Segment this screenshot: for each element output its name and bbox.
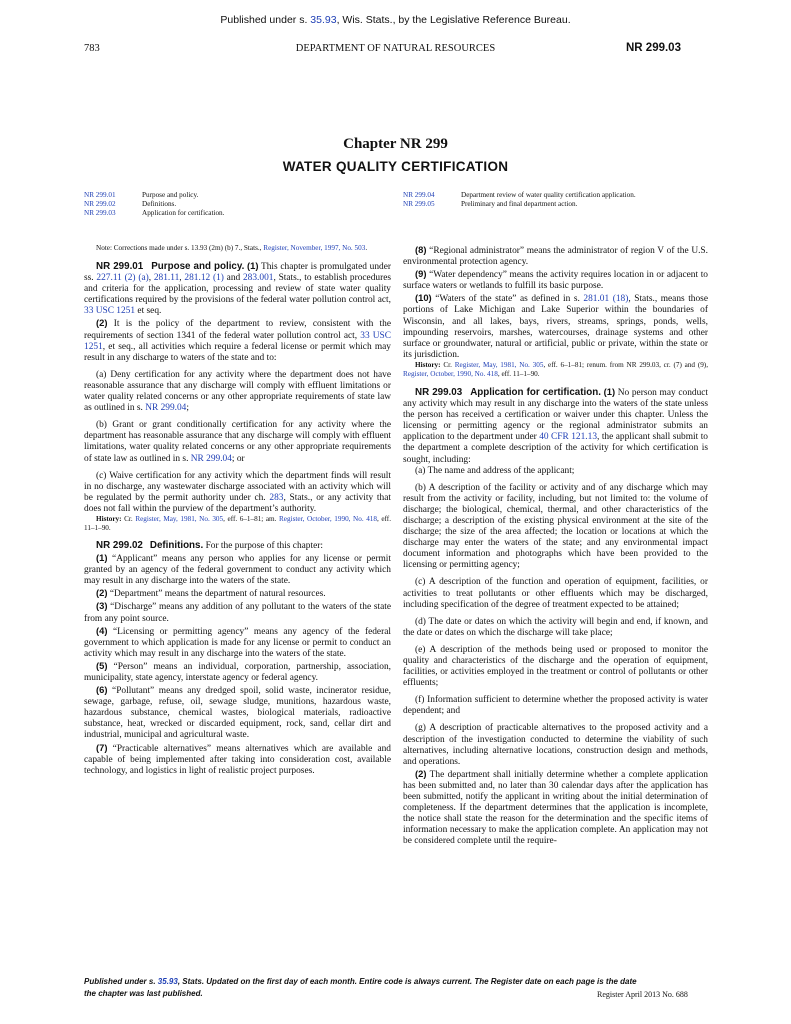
section-299-03: NR 299.03 Application for certification. (1) No person may conduct any activity which may result in any discharge into the waters of the state unless the person has received a certification or waiver under this chapter. Unless the licensing or permitting agency or the regional administrator submits an application to the department under 40 CFR 121.13, the applicant shall submit to the department a complete description of the activity for which certification is sought, including:: [403, 385, 709, 465]
register-link[interactable]: Register, May, 1981, No. 305: [454, 360, 544, 369]
toc-link[interactable]: NR 299.05: [403, 200, 435, 208]
definition: (3) “Discharge” means any addition of any pollutant to the waters of the state from any point source.: [84, 600, 391, 624]
paragraph: (2) The department shall initially determine whether a complete application has been submitted and, no later than 30 calendar days after the application has been submitted, notify the applicant in writing about the initial determination of completeness. If the department determines that the application is incomplete, the notice shall state the reason for the determination and the specific items of information necessary to make the application complete. An application may not be considered complete until the require-: [403, 767, 708, 847]
list-item: (e) A description of the methods being used or proposed to monitor the quality and characteristics of the discharge and the operation of equipment, facilities, or activities employed in the treatment or control of pollutants or other effluents;: [403, 644, 708, 689]
toc-row: [403, 200, 636, 209]
register-date: Register April 2013 No. 688: [597, 990, 688, 999]
definition: (7) “Practicable alternatives” means alternatives which are available and capable of being implemented after taking into consideration cost, available technology, and logistics in light of realistic project purposes.: [84, 741, 391, 776]
publication-notice-text: , Wis. Stats., by the Legislative Reference Bureau.: [336, 14, 571, 26]
toc-row: [84, 209, 224, 218]
paragraph: (c) Waive certification for any activity which the department finds will result in no discharge, any wastewater discharge associated with an activity which will be regulated by the permit authority under ch. 283, Stats., or any activity that does not fall within the purview of the department’s authority.: [84, 470, 391, 514]
paragraph: (b) Grant or grant conditionally certification for any activity where the department has reasonable assurance that any discharge will comply with effluent limitations, water quality related concerns or any other appropriate requirements of state law as outlined in s. NR 299.04; or: [84, 420, 391, 464]
publication-notice-text: Published under s.: [220, 14, 311, 26]
definition: (1) “Applicant” means any person who applies for any license or permit granted by an agency of the federal government to conduct any activity which may result in any discharge into the waters of the state.: [84, 552, 391, 587]
right-column: [403, 244, 708, 848]
statute-link[interactable]: 281.01 (18): [583, 294, 629, 305]
definition: (9) “Water dependency” means the activity requires location in or adjacent to surface waters or wetlands to fulfill its basic purpose.: [403, 268, 708, 292]
chapter-link[interactable]: 283: [269, 492, 284, 503]
register-link[interactable]: Register, October, 1990, No. 418: [279, 514, 377, 523]
table-of-contents-right: [403, 191, 636, 209]
section-299-01: NR 299.01 Purpose and policy. (1) This chapter is promulgated under ss. 227.11 (2) (a), 281.11, 281.12 (1) and 283.001, Stats., to establish procedures and criteria for the application, processing and review of state water quality certifications required by the provisions of the federal water pollution control act, 33 USC 1251 et seq.: [84, 260, 392, 317]
history-note: History: Cr. Register, May, 1981, No. 305, eff. 6–1–81; am. Register, October, 1990, No. 418, eff. 11–1–90.: [84, 514, 392, 532]
list-item: (f) Information sufficient to determine whether the proposed activity is water dependent; and: [403, 695, 708, 717]
toc-title: Purpose and policy.: [142, 191, 199, 199]
toc-link[interactable]: NR 299.03: [84, 209, 116, 217]
usc-link[interactable]: 33 USC 1251: [84, 306, 136, 317]
section-number: NR 299.01: [96, 261, 144, 272]
statute-link[interactable]: 35.93: [157, 977, 178, 986]
footer-notice: Published under s. 35.93, Stats. Updated on the first day of each month. Entire code is always current. The Register date on each page is the date the chapter was last published.: [84, 977, 637, 998]
paragraph: (a) Deny certification for any activity where the department does not have reasonable assurance that any discharge will comply with effluent limitations or water quality related concerns or any other appropriate requirements of state law as outlined in s. NR 299.04;: [84, 369, 391, 414]
definition: (4) “Licensing or permitting agency” means any agency of the federal government to which application is made for any license or permit to conduct an activity which may result in any discharge into the waters of the state.: [84, 624, 391, 659]
paragraph: (2) It is the policy of the department to review, consistent with the requirements of section 1341 of the federal water pollution control act, 33 USC 1251, et seq., all activities which require a federal license or permit which may result in any discharge to waters of the state and to:: [84, 317, 391, 363]
definition: (8) “Regional administrator” means the administrator of region V of the U.S. environmental protection agency.: [403, 244, 708, 268]
rule-link[interactable]: NR 299.04: [190, 453, 232, 464]
corrections-note: Note: Corrections made under s. 13.93 (2m) (b) 7., Stats., Register, November, 1997, No. 503.: [96, 244, 368, 252]
statute-link[interactable]: 283.001: [242, 273, 274, 284]
cfr-link[interactable]: 40 CFR 121.13: [539, 432, 598, 443]
publication-notice: [0, 14, 791, 26]
section-number: NR 299.03: [415, 386, 463, 398]
section-299-02: NR 299.02 Definitions. For the purpose of this chapter:: [96, 539, 323, 551]
list-item: (g) A description of practicable alternatives to the proposed activity and a description of the investigation conducted to determine the viability of such alternatives, including alternative locations, construction design and methods, and operations.: [403, 723, 708, 767]
page-number: 783: [84, 43, 100, 54]
toc-title: Department review of water quality certification application.: [461, 191, 636, 199]
statute-link[interactable]: 35.93: [310, 14, 337, 26]
running-header-code: NR 299.03: [626, 42, 681, 54]
statute-link[interactable]: 281.12 (1): [184, 273, 224, 284]
running-header-department: DEPARTMENT OF NATURAL RESOURCES: [295, 43, 496, 54]
toc-title: Application for certification.: [142, 209, 225, 217]
toc-row: [403, 191, 636, 200]
toc-row: [84, 191, 224, 200]
toc-link[interactable]: NR 299.01: [84, 191, 116, 199]
section-heading: Application for certification.: [470, 386, 601, 398]
definition: (5) “Person” means an individual, corporation, partnership, association, municipality, state agency, interstate agency or federal agency.: [84, 659, 391, 683]
definition: (2) “Department” means the department of natural resources.: [96, 587, 326, 600]
definition: (10) “Waters of the state” as defined in s. 281.01 (18), Stats., means those portions of Lake Michigan and Lake Superior within the boundaries of Wisconsin, and all lakes, bays, rivers, streams, springs, ponds, wells, impounding reservoirs, marshes, watercourses, drainage systems and other surface or groundwater, natural or artificial, public or private, within the state or its jurisdiction.: [403, 292, 708, 360]
statute-link[interactable]: 281.11: [153, 273, 180, 284]
rule-link[interactable]: NR 299.04: [145, 403, 187, 414]
toc-title: Preliminary and final department action.: [461, 200, 578, 208]
chapter-subtitle: WATER QUALITY CERTIFICATION: [282, 159, 509, 174]
history-note: History: Cr. Register, May, 1981, No. 305, eff. 6–1–81; renum. from NR 299.03, cr. (7) and (9), Register, October, 1990, No. 418, eff. 11–1–90.: [403, 360, 708, 378]
definition: (6) “Pollutant” means any dredged spoil, solid waste, incinerator residue, sewage, garbage, refuse, oil, sewage sludge, munitions, hazardous waste, hazardous substance, chemical wastes, biological materials, radioactive substance, heat, wrecked or discarded equipment, rock, sand, cellar dirt and industrial, municipal and agricultural waste.: [84, 684, 391, 741]
toc-link[interactable]: NR 299.02: [84, 200, 116, 208]
register-link[interactable]: Register, May, 1981, No. 305: [135, 514, 224, 523]
statute-link[interactable]: 227.11 (2) (a): [96, 273, 149, 284]
list-item: (d) The date or dates on which the activity will begin and end, if known, and the date or dates on which the discharge will take place;: [403, 616, 708, 638]
section-heading: Purpose and policy.: [151, 261, 245, 272]
toc-link[interactable]: NR 299.04: [403, 191, 435, 199]
usc-link[interactable]: 33 USC 1251: [84, 330, 391, 352]
section-number: NR 299.02: [96, 539, 143, 551]
list-item: (c) A description of the function and operation of equipment, facilities, or activities to treat pollutants or other effluents which may be discharged, including specification of the degree of treatment expected to be attained;: [403, 577, 708, 610]
chapter-title: Chapter NR 299: [343, 136, 448, 152]
list-item: (b) A description of the facility or activity and of any discharge which may result from the activity or facility, including, but not limited to: the volume of discharge; the biological, chemical, thermal, and other characteristics of the discharge; a description of the existing physical environment at the site of the discharge; the size of the area affected; the location or locations at which the discharge may enter the waters of the state; and any environmental impact document information and photographs which have been provided to the licensing or permitting agency;: [403, 482, 708, 571]
toc-title: Definitions.: [142, 200, 177, 208]
register-link[interactable]: Register, November, 1997, No. 503: [263, 244, 366, 252]
table-of-contents-left: [84, 191, 224, 218]
list-item: (a) The name and address of the applicant;: [415, 465, 575, 476]
toc-row: [84, 200, 224, 209]
section-heading: Definitions.: [149, 539, 204, 551]
register-link[interactable]: Register, October, 1990, No. 418: [403, 369, 498, 378]
left-column: [84, 244, 391, 777]
